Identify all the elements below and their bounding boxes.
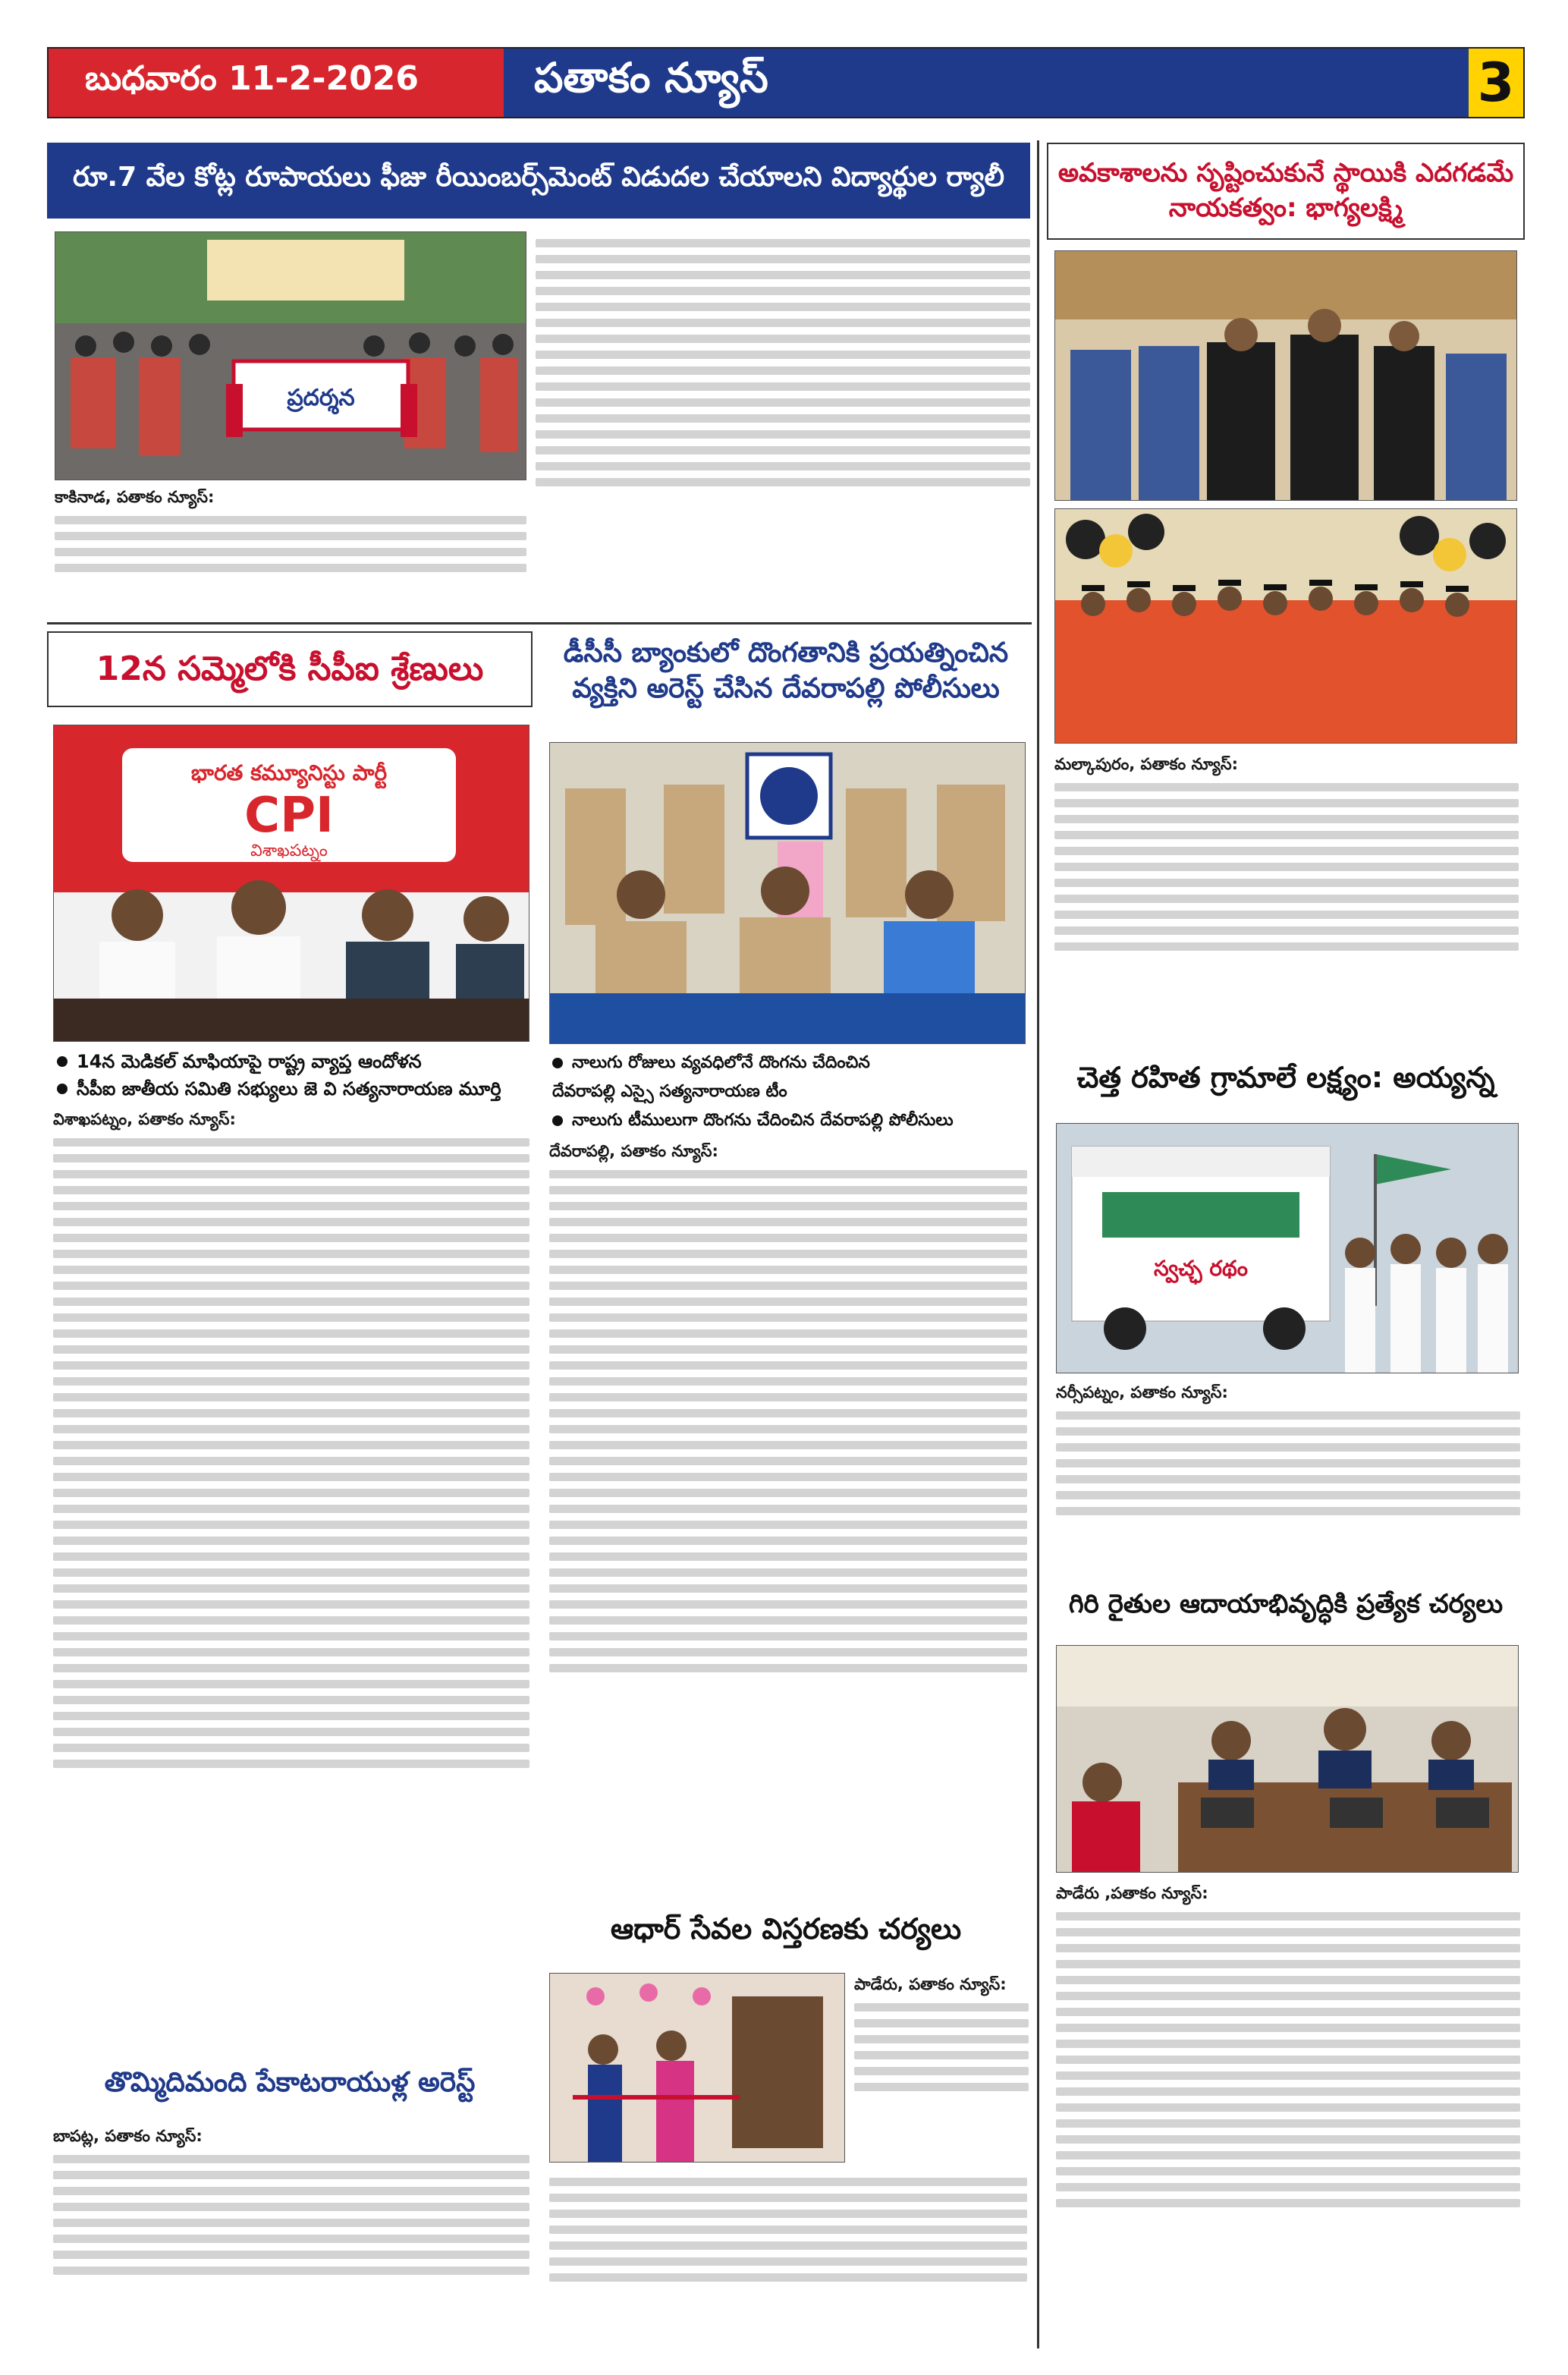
story-separator-top bbox=[47, 622, 1032, 624]
paper-name: పతాకం న్యూస్ bbox=[504, 49, 1469, 117]
cpi-press-meet-image bbox=[54, 725, 529, 1042]
bullet-icon bbox=[552, 1058, 563, 1068]
gamblers-dateline: బాపట్ల, పతాకం న్యూస్: bbox=[53, 2127, 203, 2145]
cpi-logo-text: CPI bbox=[244, 788, 334, 844]
aadhaar-photo bbox=[549, 1973, 845, 2163]
fee-rally-body bbox=[536, 231, 1030, 615]
aadhaar-headline: ఆధార్ సేవల విస్తరణకు చర్యలు bbox=[610, 1912, 962, 1946]
bank-theft-bullet-1: నాలుగు రోజులు వ్యవధిలోనే దొంగను చేదించిన bbox=[552, 1052, 1026, 1074]
cpi-bullet-2: సీపీఐ జాతీయ సమితి సభ్యులు జె వి సత్యనారాయణ మూర్తి bbox=[57, 1077, 527, 1100]
bank-theft-image bbox=[550, 743, 1026, 1044]
fee-rally-intro bbox=[55, 486, 526, 615]
issue-date: బుధవారం 11-2-2026 bbox=[49, 49, 504, 117]
bank-theft-photo bbox=[549, 742, 1026, 1044]
fee-rally-photo bbox=[55, 231, 526, 480]
fee-rally-banner: ప్రదర్శన bbox=[287, 385, 355, 411]
tribal-meeting-photo bbox=[1056, 1645, 1519, 1873]
cpi-body bbox=[53, 1108, 529, 2056]
tribal-headline: గిరి రైతుల ఆదాయాభివృద్ధికి ప్రత్యేక చర్యలు bbox=[1068, 1589, 1504, 1619]
villages-body bbox=[1056, 1381, 1520, 1578]
bhagyalakshmi-dateline: మల్కాపురం, పతాకం న్యూస్: bbox=[1054, 755, 1239, 773]
bank-theft-bullet-2: దేవరాపల్లి ఎస్సై సత్యనారాయణ టీం bbox=[552, 1081, 787, 1101]
aadhaar-side-text bbox=[854, 1973, 1029, 2163]
aadhaar-image bbox=[550, 1974, 845, 2163]
page-number: 3 bbox=[1469, 49, 1523, 117]
aadhaar-dateline: పాడేరు, పతాకం న్యూస్: bbox=[854, 1975, 1007, 1993]
graduation-photo-1-image bbox=[1055, 251, 1517, 501]
swachh-ratham-photo bbox=[1056, 1123, 1519, 1373]
cpi-bullet-1: 14న మెడికల్ మాఫియాపై రాష్ట్ర వ్యాప్త ఆందోళన bbox=[57, 1050, 527, 1073]
villages-headline: చెత్త రహిత గ్రామాలే లక్ష్యం: అయ్యన్న bbox=[1076, 1061, 1495, 1094]
cpi-banner-text: భారత కమ్యూనిస్టు పార్టీ bbox=[190, 760, 388, 785]
cpi-press-meet-photo bbox=[53, 725, 529, 1042]
aadhaar-body bbox=[549, 2170, 1027, 2345]
bank-theft-headline: డీసీసీ బ్యాంకులో దొంగతానికి ప్రయత్నించిన వ్యక్తిని అరెస్ట్ చేసిన దేవరాపల్లి పోలీసులు bbox=[563, 637, 1009, 704]
fee-rally-photo-image bbox=[55, 232, 526, 480]
villages-dateline: నర్సీపట్నం, పతాకం న్యూస్: bbox=[1056, 1383, 1228, 1401]
bank-theft-body bbox=[549, 1140, 1027, 1902]
graduation-photo-1 bbox=[1054, 250, 1517, 501]
cpi-headline: 12న సమ్మెలోకి సీపీఐ శ్రేణులు bbox=[47, 631, 533, 707]
fee-rally-dateline: కాకినాడ, పతాకం న్యూస్: bbox=[55, 488, 215, 506]
tribal-meeting-image bbox=[1057, 1646, 1519, 1873]
cpi-dateline: విశాఖపట్నం, పతాకం న్యూస్: bbox=[53, 1110, 236, 1128]
bhagyalakshmi-body bbox=[1054, 753, 1519, 1049]
bullet-icon bbox=[57, 1084, 68, 1094]
truck-label: స్వచ్ఛ రథం bbox=[1154, 1256, 1248, 1281]
swachh-ratham-image bbox=[1057, 1124, 1519, 1373]
cpi-banner-city: విశాఖపట్నం bbox=[250, 841, 328, 860]
graduation-photo-2 bbox=[1054, 508, 1517, 744]
masthead bbox=[47, 47, 1525, 118]
bullet-icon bbox=[552, 1115, 563, 1126]
column-rule-right bbox=[1037, 140, 1039, 2348]
bank-theft-dateline: దేవరాపల్లి, పతాకం న్యూస్: bbox=[549, 1142, 718, 1160]
fee-rally-headline: రూ.7 వేల కోట్ల రూపాయలు ఫీజు రీయింబర్స్‌మెంట్ విడుదల చేయాలని విద్యార్థుల ర్యాలీ bbox=[47, 143, 1030, 219]
bullet-icon bbox=[57, 1056, 68, 1067]
graduation-photo-2-image bbox=[1055, 509, 1517, 744]
bank-theft-bullet-3: నాలుగు టీములుగా దొంగను చేదించిన దేవరాపల్లి పోలీసులు bbox=[552, 1109, 1026, 1132]
gamblers-body bbox=[53, 2125, 529, 2345]
bhagyalakshmi-headline: అవకాశాలను సృష్టించుకునే స్థాయికి ఎదగడమే నాయకత్వం: భాగ్యలక్ష్మి bbox=[1047, 143, 1525, 240]
tribal-dateline: పాడేరు ,పతాకం న్యూస్: bbox=[1056, 1884, 1208, 1902]
tribal-body bbox=[1056, 1882, 1520, 2345]
gamblers-headline: తొమ్మిదిమంది పేకాటరాయుళ్ల అరెస్ట్ bbox=[104, 2067, 476, 2098]
